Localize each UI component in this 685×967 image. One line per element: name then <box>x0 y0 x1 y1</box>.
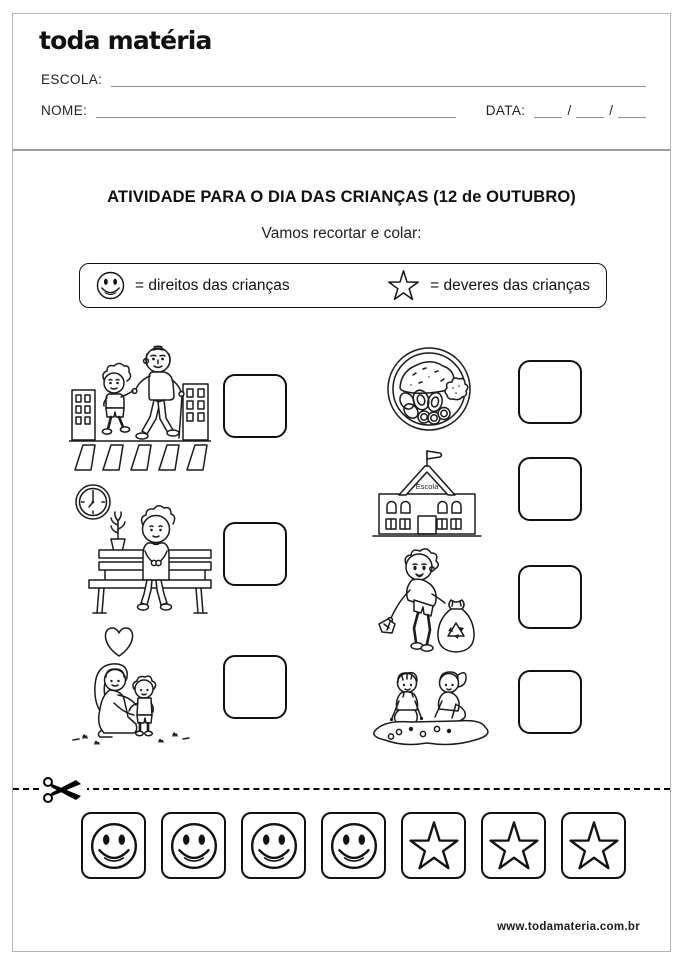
illustration-boy-recycling-trash <box>371 544 485 660</box>
date-month-line[interactable] <box>576 102 604 118</box>
cutout-tile-star-3[interactable] <box>561 812 626 879</box>
smiley-icon <box>88 820 140 872</box>
smiley-icon <box>168 820 220 872</box>
paste-box-right-2[interactable] <box>518 457 582 521</box>
cutout-tile-star-2[interactable] <box>481 812 546 879</box>
date-year-line[interactable] <box>618 102 646 118</box>
legend-item-rights <box>95 270 290 301</box>
cutout-tile-smiley-3[interactable] <box>241 812 306 879</box>
star-icon <box>566 818 622 874</box>
cutout-tile-smiley-2[interactable] <box>161 812 226 879</box>
activity-title: ATIVIDADE PARA O DIA DAS CRIANÇAS (12 de OUTUBRO) <box>107 188 576 206</box>
illustration-school-building <box>371 446 483 540</box>
paste-box-right-3[interactable] <box>518 565 582 629</box>
paste-box-left-1[interactable] <box>223 374 287 438</box>
illustration-child-helping-elderly-cross-street <box>69 338 211 472</box>
legend-duties-label: = deveres das crianças <box>430 276 590 294</box>
smiley-icon <box>328 820 380 872</box>
illustration-children-playing-marbles <box>361 660 495 754</box>
star-icon <box>486 818 542 874</box>
header <box>13 14 670 151</box>
cutout-row <box>81 812 626 879</box>
footer-url: www.todamateria.com.br <box>497 921 640 933</box>
cutout-tile-smiley-1[interactable] <box>81 812 146 879</box>
paste-box-right-4[interactable] <box>518 670 582 734</box>
activity-subtitle: Vamos recortar e colar: <box>261 225 422 242</box>
date-slash: / <box>609 103 613 118</box>
date-label: DATA: <box>485 103 526 118</box>
worksheet-page <box>12 13 671 952</box>
school-label: ESCOLA: <box>41 72 103 87</box>
brand-logo: toda matéria <box>39 26 212 55</box>
school-write-line[interactable] <box>111 71 646 87</box>
paste-box-left-2[interactable] <box>223 522 287 586</box>
illustration-mother-hugging-child <box>59 618 207 760</box>
legend-rights-label: = direitos das crianças <box>135 276 290 294</box>
school-sign-text: Escola <box>415 482 439 491</box>
cutout-tile-star-1[interactable] <box>401 812 466 879</box>
date-slash: / <box>567 103 572 118</box>
star-icon <box>406 818 462 874</box>
smiley-icon <box>95 270 126 301</box>
date-group <box>486 102 646 118</box>
name-label: NOME: <box>41 103 88 118</box>
name-write-line[interactable] <box>96 102 456 118</box>
star-icon <box>386 268 421 303</box>
smiley-icon <box>248 820 300 872</box>
cut-line <box>13 788 670 790</box>
legend-item-duties <box>386 268 590 303</box>
date-day-line[interactable] <box>534 102 562 118</box>
paste-box-right-1[interactable] <box>518 360 582 424</box>
scissors-icon <box>41 774 87 806</box>
illustration-boy-waiting-on-bench <box>59 476 214 618</box>
legend-box <box>79 263 607 308</box>
illustration-plate-of-food <box>383 345 475 433</box>
cutout-tile-smiley-4[interactable] <box>321 812 386 879</box>
paste-box-left-3[interactable] <box>223 655 287 719</box>
